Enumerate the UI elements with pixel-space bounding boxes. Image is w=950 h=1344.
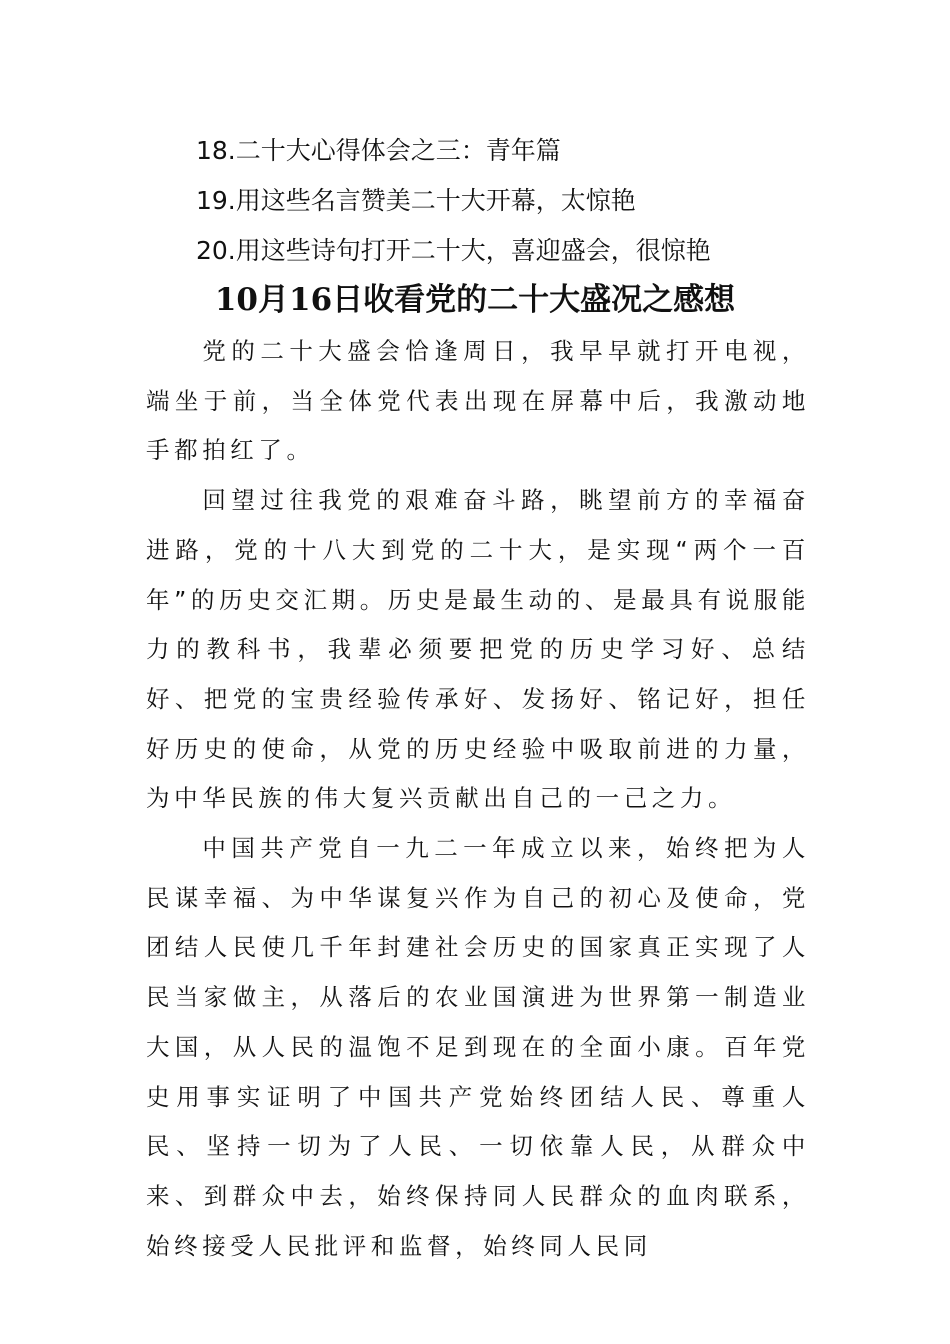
related-articles-list xyxy=(196,126,876,276)
paragraph: 回望过往我党的艰难奋斗路，眺望前方的幸福奋进路，党的十八大到党的二十大，是实现“两个一百年”的历史交汇期。历史是最生动的、是最具有说服能力的教科书，我辈必须要把党的历史学习好、总结好、把党的宝贵经验传承好、发扬好、铭记好，担任好历史的使命，从党的历史经验中吸取前进的力量，为中华民族的伟大复兴贡献出自己的一己之力。 xyxy=(146,486,810,813)
list-item[interactable]: 19.用这些名言赞美二十大开幕，太惊艳 xyxy=(196,186,636,215)
list-item[interactable]: 20.用这些诗句打开二十大，喜迎盛会，很惊艳 xyxy=(196,236,711,265)
paragraph: 党的二十大盛会恰逢周日，我早早就打开电视，端坐于前，当全体党代表出现在屏幕中后，我激动地手都拍红了。 xyxy=(146,337,810,465)
article-body xyxy=(146,327,810,1271)
list-item[interactable]: 18.二十大心得体会之三：青年篇 xyxy=(196,136,561,165)
paragraph: 中国共产党自一九二一年成立以来，始终把为人民谋幸福、为中华谋复兴作为自己的初心及使命，党团结人民使几千年封建社会历史的国家真正实现了人民当家做主，从落后的农业国演进为世界第一制造业大国，从人民的温饱不足到现在的全面小康。百年党史用事实证明了中国共产党始终团结人民、尊重人民、坚持一切为了人民、一切依靠人民，从群众中来、到群众中去，始终保持同人民群众的血肉联系，始终接受人民批评和监督，始终同人民同 xyxy=(146,834,810,1260)
article-title: 10月16日收看党的二十大盛况之感想 xyxy=(214,282,736,318)
